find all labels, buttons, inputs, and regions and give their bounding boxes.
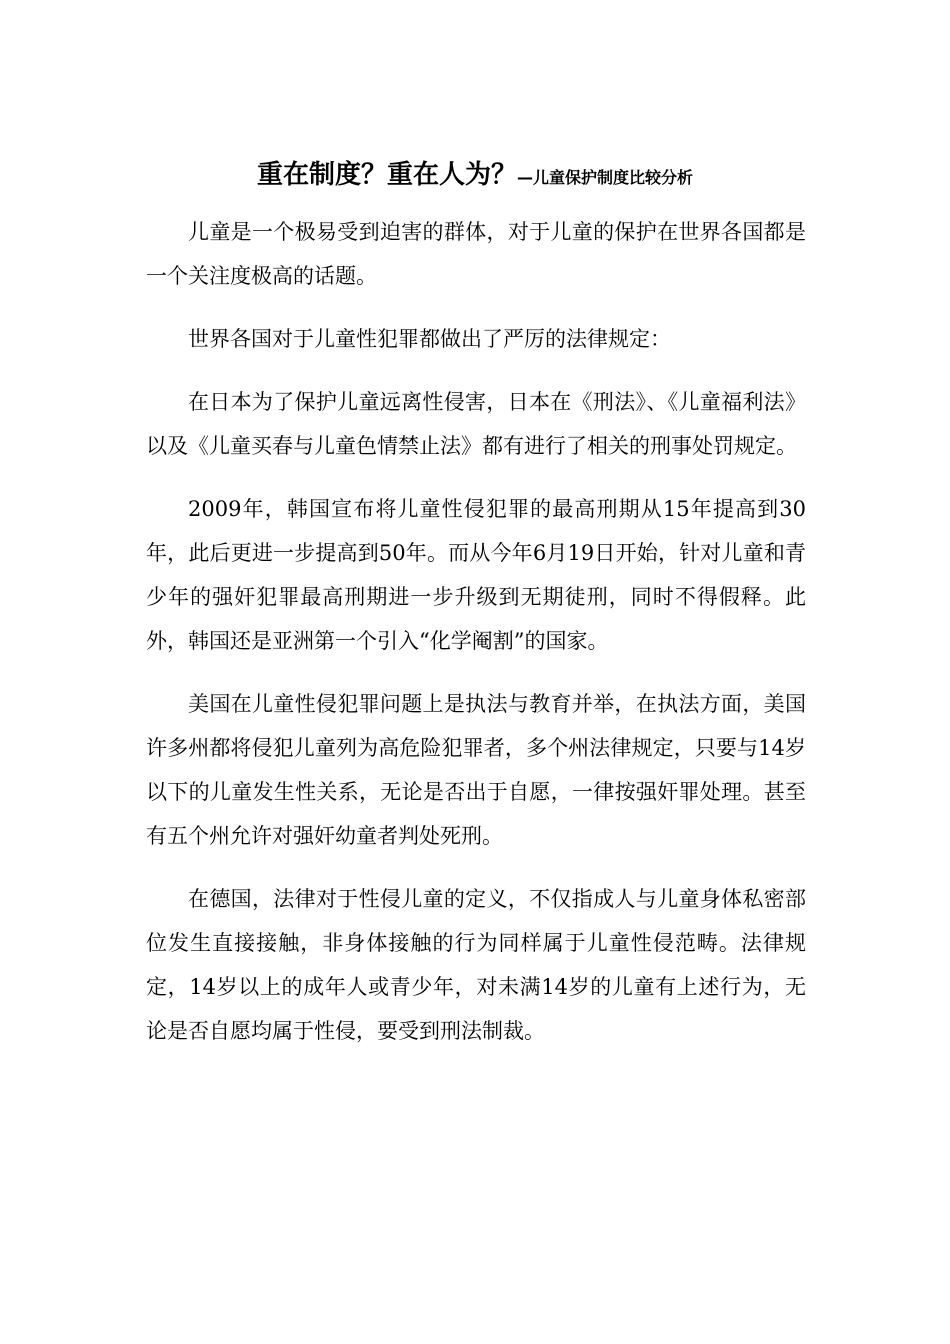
paragraph-germany: 在德国，法律对于性侵儿童的定义，不仅指成人与儿童身体私密部位发生直接接触，非身体接触的行为同样属于儿童性侵范畴。法律规定，14岁以上的成年人或青少年，对未满14岁的儿童有上述行为，无论是否自愿均属于性侵，要受到刑法制裁。: [146, 887, 806, 1043]
paragraph-intro: 儿童是一个极易受到迫害的群体，对于儿童的保护在世界各国都是一个关注度极高的话题。: [146, 220, 806, 288]
title-subtitle: —儿童保护制度比较分析: [517, 168, 694, 187]
title-main: 重在制度？重在人为？: [256, 160, 517, 190]
paragraph-usa: 美国在儿童性侵犯罪问题上是执法与教育并举，在执法方面，美国许多州都将侵犯儿童列为高危险犯罪者，多个州法律规定，只要与14岁以下的儿童发生性关系，无论是否出于自愿，一律按强奸罪处理。甚至有五个州允许对强奸幼童者判处死刑。: [146, 692, 806, 848]
paragraph-japan: 在日本为了保护儿童远离性侵害，日本在《刑法》、《儿童福利法》以及《儿童买春与儿童色情禁止法》都有进行了相关的刑事处罚规定。: [146, 390, 806, 458]
document-title: [0, 150, 950, 200]
paragraph-korea: 2009年，韩国宣布将儿童性侵犯罪的最高刑期从15年提高到30年，此后更进一步提高到50年。而从今年6月19日开始，针对儿童和青少年的强奸犯罪最高刑期进一步升级到无期徒刑，同时不得假释。此外，韩国还是亚洲第一个引入“化学阉割”的国家。: [146, 497, 806, 653]
document-body: [146, 210, 806, 1072]
paragraph-overview: 世界各国对于儿童性犯罪都做出了严厉的法律规定：: [188, 327, 671, 351]
